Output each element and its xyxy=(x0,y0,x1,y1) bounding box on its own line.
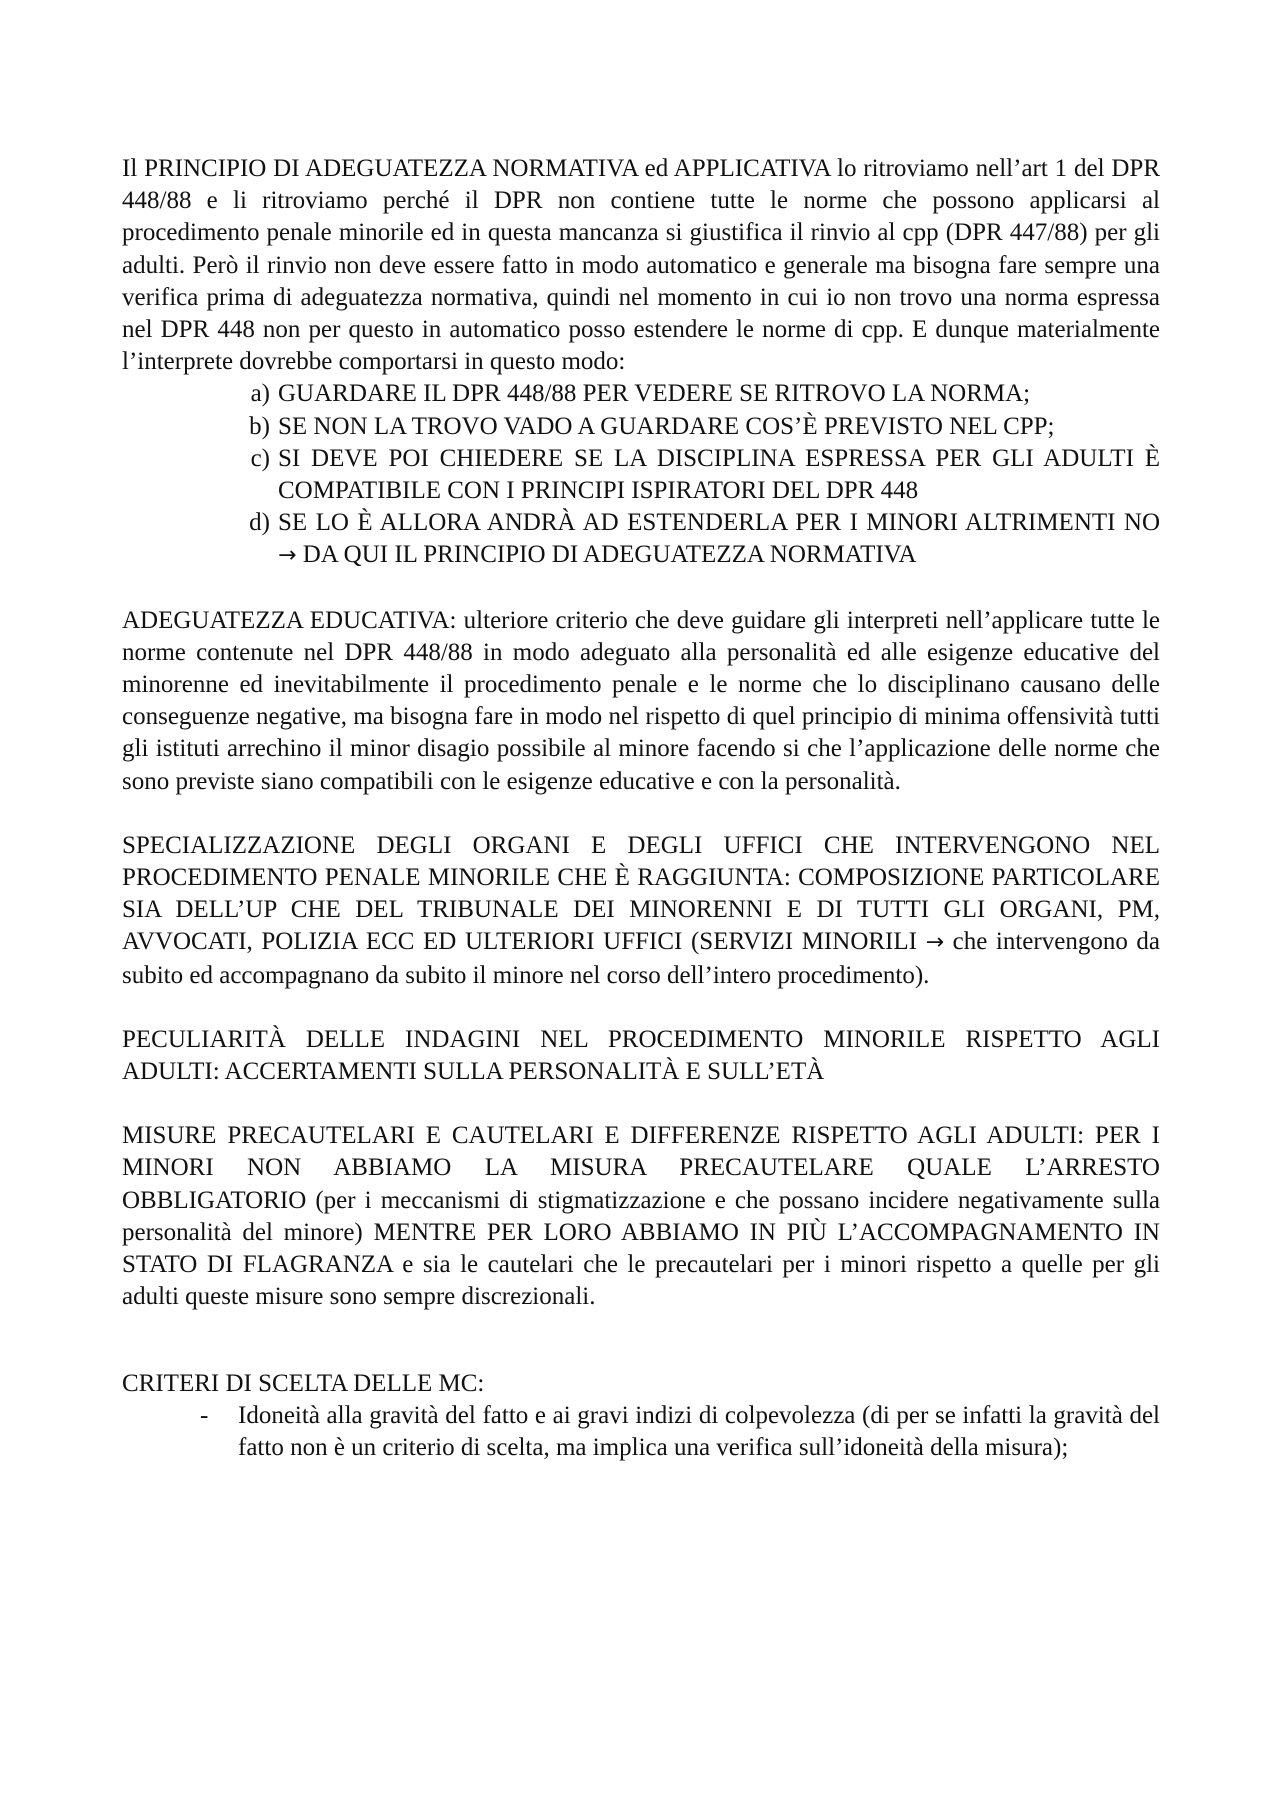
paragraph-criteri-scelta: CRITERI DI SCELTA DELLE MC: xyxy=(122,1369,485,1397)
spacer xyxy=(122,798,1160,830)
paragraph-text: SPECIALIZZAZIONE DEGLI ORGANI E DEGLI UFFICI CHE INTERVENGONO NEL PROCEDIMENTO PENALE MINORILE CHE È RAGGIUNTA: COMPOSIZIONE PARTICOLARE SIA DELL’UP CHE DEL TRIBUNALE DEI MINORENNI E DI TUTTI GLI ORGANI, PM, AVVOCATI, POLIZIA ECC ED ULTERIORI UFFICI (SERVIZI MINORILI xyxy=(122,831,1160,956)
list-item-text: SE LO È ALLORA ANDRÀ AD ESTENDERLA PER I MINORI ALTRIMENTI NO xyxy=(278,509,1160,537)
list-item xyxy=(200,1400,1160,1464)
spacer xyxy=(122,573,1160,605)
arrow-right-icon: → xyxy=(925,930,945,956)
list-marker: d) xyxy=(249,509,270,537)
criteria-list xyxy=(122,1400,1160,1464)
spacer xyxy=(122,1088,1160,1120)
document-body xyxy=(122,153,1160,1464)
list-item-text: SI DEVE POI CHIEDERE SE LA DISCIPLINA ESPRESSA PER GLI ADULTI È COMPATIBILE CON I PRINCIPI ISPIRATORI DEL DPR 448 xyxy=(278,444,1160,505)
list-marker: - xyxy=(200,1401,209,1429)
paragraph-peculiarita-indagini: PECULIARITÀ DELLE INDAGINI NEL PROCEDIMENTO MINORILE RISPETTO AGLI ADULTI: ACCERTAMENTI SULLA PERSONALITÀ E SULL’ETÀ xyxy=(122,1025,1160,1086)
paragraph-text: che intervengono da subito ed accompagnano da subito il minore nel corso dell’intero procedimento). xyxy=(122,928,1161,989)
spacer xyxy=(122,1314,1160,1368)
spacer xyxy=(122,992,1160,1024)
list-item xyxy=(234,507,1160,572)
list-item xyxy=(234,411,1160,443)
list-item-text: SE NON LA TROVO VADO A GUARDARE COS’È PREVISTO NEL CPP; xyxy=(278,412,1055,440)
list-marker: a) xyxy=(250,380,270,408)
paragraph-adeguatezza-normativa: Il PRINCIPIO DI ADEGUATEZZA NORMATIVA ed APPLICATIVA lo ritroviamo nell’art 1 del DPR 448/88 e li ritroviamo perché il DPR non contiene tutte le norme che possono applicarsi al procedimento penale minorile ed in questa mancanza si giustifica il rinvio al cpp (DPR 447/88) per gli adulti. Però il rinvio non deve essere fatto in modo automatico e generale ma bisogna fare sempre una verifica prima di adeguatezza normativa, quindi nel momento in cui io non trovo una norma espressa nel DPR 448 non per questo in automatico posso estendere le norme di cpp. E dunque materialmente l’interprete dovrebbe comportarsi in questo modo: xyxy=(122,155,1160,376)
list-item xyxy=(234,378,1160,410)
paragraph-specializzazione xyxy=(122,830,1160,992)
list-item-text: DA QUI IL PRINCIPIO DI ADEGUATEZZA NORMATIVA xyxy=(302,541,917,569)
list-item xyxy=(234,443,1160,507)
paragraph-adeguatezza-educativa: ADEGUATEZZA EDUCATIVA: ulteriore criterio che deve guidare gli interpreti nell’applicare tutte le norme contenute nel DPR 448/88 in modo adeguato alla personalità ed alle esigenze educative del minorenne ed inevitabilmente il procedimento penale e le norme che lo disciplinano causano delle conseguenze negative, ma bisogna fare in modo nel rispetto di quel principio di minima offensività tutti gli istituti arrechino il minor disagio possibile al minore facendo si che l’applicazione delle norme che sono previste siano compatibili con le esigenze educative e con la personalità. xyxy=(122,606,1160,795)
list-marker: c) xyxy=(250,444,270,472)
list-marker: b) xyxy=(249,412,270,440)
list-item-text: GUARDARE IL DPR 448/88 PER VEDERE SE RITROVO LA NORMA; xyxy=(278,380,1031,408)
arrow-right-icon: → xyxy=(278,543,297,569)
list-item-text: Idoneità alla gravità del fatto e ai gravi indizi di colpevolezza (di per se infatti la gravità del fatto non è un criterio di scelta, ma implica una verifica sull’idoneità della misura); xyxy=(238,1401,1160,1461)
paragraph-misure-cautelari: MISURE PRECAUTELARI E CAUTELARI E DIFFERENZE RISPETTO AGLI ADULTI: PER I MINORI NON ABBIAMO LA MISURA PRECAUTELARE QUALE L’ARRESTO OBBLIGATORIO (per i meccanismi di stigmatizzazione e che possano incidere negativamente sulla personalità del minore) MENTRE PER LORO ABBIAMO IN PIÙ L’ACCOMPAGNAMENTO IN STATO DI FLAGRANZA e sia le cautelari che le precautelari per i minori rispetto a quelle per gli adulti queste misure sono sempre discrezionali. xyxy=(122,1122,1160,1311)
steps-list xyxy=(122,378,1160,572)
